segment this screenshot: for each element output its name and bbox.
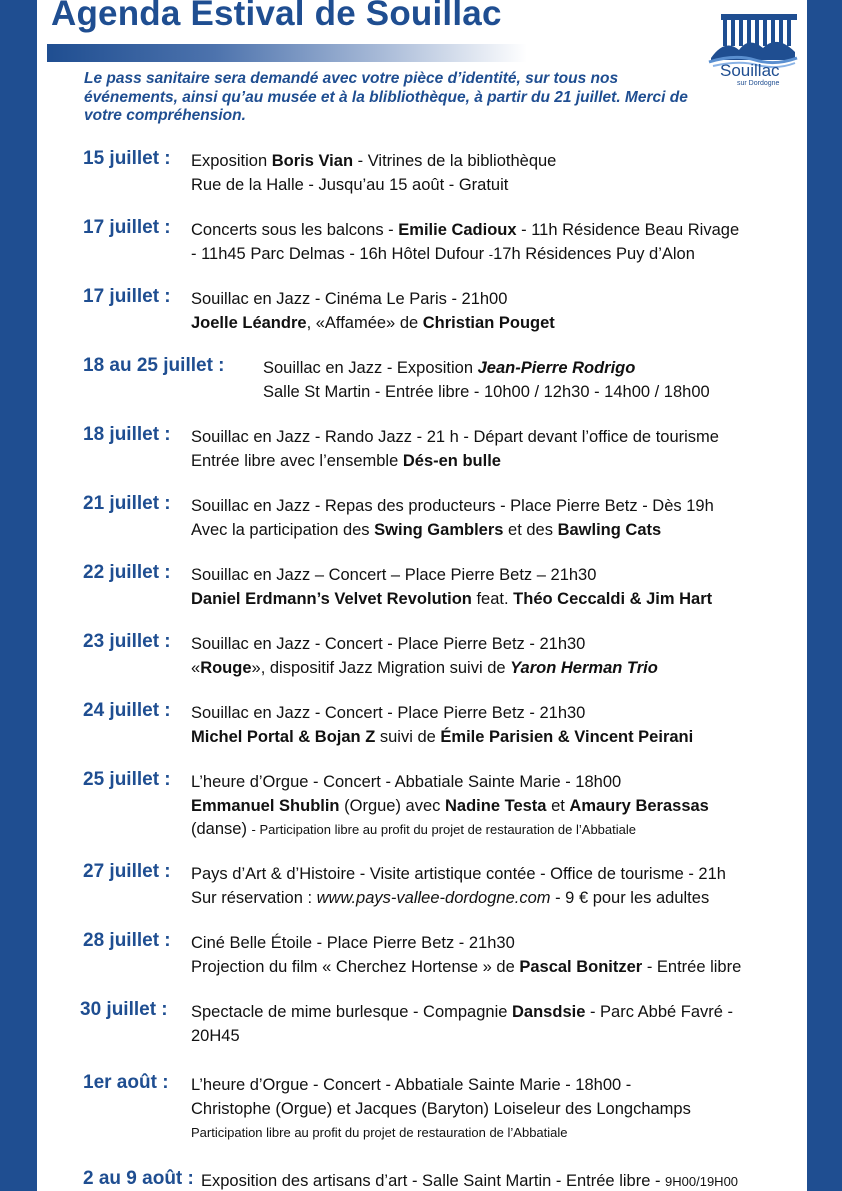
event-text: - Parc Abbé Favré -	[585, 1003, 734, 1021]
event-description	[191, 495, 714, 542]
event-text: Salle St Martin - Entrée libre - 10h00 / 12h30 - 14h00 / 18h00	[263, 382, 710, 401]
event-line	[191, 564, 712, 588]
event-highlight: Théo Ceccaldi & Jim Hart	[513, 589, 713, 608]
event-highlight: Emmanuel Shublin	[191, 796, 340, 815]
event-text: - 11h Résidence Beau Rivage	[516, 221, 740, 239]
event-description	[263, 357, 710, 404]
event-highlight: Boris Vian	[271, 152, 354, 170]
event-date: 21 juillet :	[83, 493, 171, 514]
event-line	[191, 956, 741, 980]
event-line	[191, 450, 719, 474]
event-highlight: Dansdsie	[512, 1003, 586, 1021]
event-highlight: Jean-Pierre Rodrigo	[477, 359, 636, 377]
event-text: , «Affamée» de	[306, 313, 423, 332]
event-text: 17h Résidences Puy d’Alon	[493, 244, 695, 263]
page-title: Agenda Estival de Souillac	[51, 0, 502, 33]
event-description	[191, 1074, 691, 1145]
event-highlight: Nadine Testa	[445, 796, 547, 815]
event-highlight: Daniel Erdmann’s Velvet Revolution	[191, 589, 472, 608]
event-highlight: Émile Parisien & Vincent Peirani	[440, 727, 694, 746]
event-text: Ciné Belle Étoile - Place Pierre Betz - 21h30	[191, 934, 515, 952]
event-highlight: Dés-en bulle	[402, 451, 501, 470]
event-text: - Participation libre au profit du projet de restauration de l’Abbatiale	[251, 822, 636, 837]
event-text: Christophe (Orgue) et Jacques (Baryton) Loiseleur des Longchamps	[191, 1099, 691, 1118]
event-line	[191, 633, 658, 657]
event-line	[191, 1098, 691, 1122]
event-line	[191, 657, 658, 681]
event-description	[191, 702, 693, 749]
agenda-page	[37, 0, 807, 1191]
event-text: Souillac en Jazz - Cinéma Le Paris - 21h00	[191, 290, 508, 308]
event-line	[263, 357, 710, 381]
event-line	[191, 174, 556, 198]
event-line	[191, 288, 555, 312]
event-date: 24 juillet :	[83, 700, 171, 721]
event-date: 30 juillet :	[80, 999, 168, 1020]
event-line	[191, 1001, 733, 1025]
event-text: Souillac en Jazz - Exposition	[263, 359, 478, 377]
event-text: - Entrée libre	[642, 957, 742, 976]
event-text: Souillac en Jazz - Concert - Place Pierre Betz - 21h30	[191, 704, 586, 722]
event-line	[191, 426, 719, 450]
logo-subtitle: sur Dordogne	[737, 80, 780, 87]
event-text: Exposition	[191, 152, 272, 170]
event-text: Souillac en Jazz – Concert – Place Pierre Betz – 21h30	[191, 566, 597, 584]
event-line	[263, 381, 710, 405]
event-date: 22 juillet :	[83, 562, 171, 583]
event-date: 18 au 25 juillet :	[83, 355, 225, 376]
event-text: - Vitrines de la bibliothèque	[353, 152, 557, 170]
event-text: Souillac en Jazz - Concert - Place Pierre Betz - 21h30	[191, 635, 586, 653]
event-text: Souillac en Jazz - Repas des producteurs - Place Pierre Betz - Dès 19h	[191, 497, 714, 515]
event-date: 25 juillet :	[83, 769, 171, 790]
event-date: 2 au 9 août :	[83, 1168, 194, 1189]
event-text: Sur réservation :	[191, 888, 317, 907]
event-description	[201, 1170, 738, 1191]
event-date: 23 juillet :	[83, 631, 171, 652]
event-text: www.pays-vallee-dordogne.com	[316, 888, 551, 907]
event-highlight: Pascal Bonitzer	[519, 957, 643, 976]
event-line	[191, 887, 726, 911]
event-text: «	[191, 658, 201, 677]
event-line	[191, 519, 714, 543]
event-line	[191, 150, 556, 174]
event-line	[191, 588, 712, 612]
event-line	[191, 495, 714, 519]
event-text: suivi de	[375, 727, 441, 746]
event-line	[191, 1121, 691, 1145]
event-description	[191, 863, 726, 910]
title-gradient-bar	[47, 44, 527, 62]
event-highlight: Joelle Léandre	[191, 313, 307, 332]
event-line	[191, 863, 726, 887]
health-pass-notice: Le pass sanitaire sera demandé avec votre pièce d’identité, sur tous nos événements, ainsi qu’au musée et à la blibliothèque, à partir du 21 juillet. Merci de votre compréhension.	[84, 70, 688, 124]
event-description	[191, 219, 739, 266]
event-line	[191, 771, 709, 795]
event-line	[201, 1170, 738, 1191]
event-text: L’heure d’Orgue - Concert - Abbatiale Sainte Marie - 18h00	[191, 773, 622, 791]
event-line	[191, 312, 555, 336]
event-text: Concerts sous les balcons -	[191, 221, 399, 239]
event-text: Souillac en Jazz - Rando Jazz - 21 h - Départ devant l’office de tourisme	[191, 428, 719, 446]
event-text: (Orgue) avec	[339, 796, 445, 815]
event-text: (danse)	[191, 820, 252, 838]
event-date: 18 juillet :	[83, 424, 171, 445]
event-text: Pays d’Art & d’Histoire - Visite artistique contée - Office de tourisme - 21h	[191, 865, 726, 883]
event-line	[191, 219, 739, 243]
event-date: 27 juillet :	[83, 861, 171, 882]
event-text: -	[488, 246, 494, 262]
event-text: Avec la participation des	[191, 520, 375, 539]
event-text: Projection du film « Cherchez Hortense » de	[191, 957, 520, 976]
event-line	[191, 818, 709, 842]
event-text: feat.	[471, 589, 514, 608]
event-description	[191, 426, 719, 473]
event-text: Exposition des artisans d’art - Salle Saint Martin - Entrée libre -	[201, 1172, 666, 1190]
event-line	[191, 702, 693, 726]
event-highlight: Michel Portal & Bojan Z	[191, 727, 376, 746]
event-description	[191, 1001, 733, 1048]
event-highlight: Christian Pouget	[422, 313, 555, 332]
event-description	[191, 564, 712, 611]
event-text: Entrée libre avec l’ensemble	[191, 451, 403, 470]
event-date: 28 juillet :	[83, 930, 171, 951]
event-text: et	[546, 796, 570, 815]
event-text: 9H00/19H00	[665, 1174, 739, 1189]
event-description	[191, 633, 658, 680]
event-date: 1er août :	[83, 1072, 169, 1093]
event-line	[191, 932, 741, 956]
event-description	[191, 932, 741, 979]
event-text: 20H45	[191, 1026, 240, 1045]
event-highlight: Rouge	[200, 658, 252, 677]
event-date: 17 juillet :	[83, 286, 171, 307]
event-date: 15 juillet :	[83, 148, 171, 169]
event-highlight: Emilie Cadioux	[398, 221, 517, 239]
event-line	[191, 795, 709, 819]
event-highlight: Yaron Herman Trio	[510, 658, 658, 677]
event-text: Rue de la Halle - Jusqu’au 15 août - Gratuit	[191, 175, 509, 194]
event-highlight: Amaury Berassas	[569, 796, 709, 815]
event-line	[191, 726, 693, 750]
event-text: Spectacle de mime burlesque - Compagnie	[191, 1003, 513, 1021]
event-description	[191, 771, 709, 842]
event-line	[191, 1025, 733, 1049]
event-date: 17 juillet :	[83, 217, 171, 238]
event-description	[191, 288, 555, 335]
event-text: - 9 € pour les adultes	[550, 888, 710, 907]
event-text: L’heure d’Orgue - Concert - Abbatiale Sainte Marie - 18h00 -	[191, 1076, 632, 1094]
event-highlight: Swing Gamblers	[374, 520, 504, 539]
event-description	[191, 150, 556, 197]
event-text: », dispositif Jazz Migration suivi de	[251, 658, 511, 677]
event-text: Participation libre au profit du projet de restauration de l’Abbatiale	[191, 1125, 568, 1140]
event-highlight: Bawling Cats	[557, 520, 662, 539]
event-text: - 11h45 Parc Delmas - 16h Hôtel Dufour	[191, 244, 489, 263]
logo-name: Souillac	[720, 61, 780, 80]
event-line	[191, 243, 739, 267]
event-text: et des	[503, 520, 558, 539]
event-line	[191, 1074, 691, 1098]
